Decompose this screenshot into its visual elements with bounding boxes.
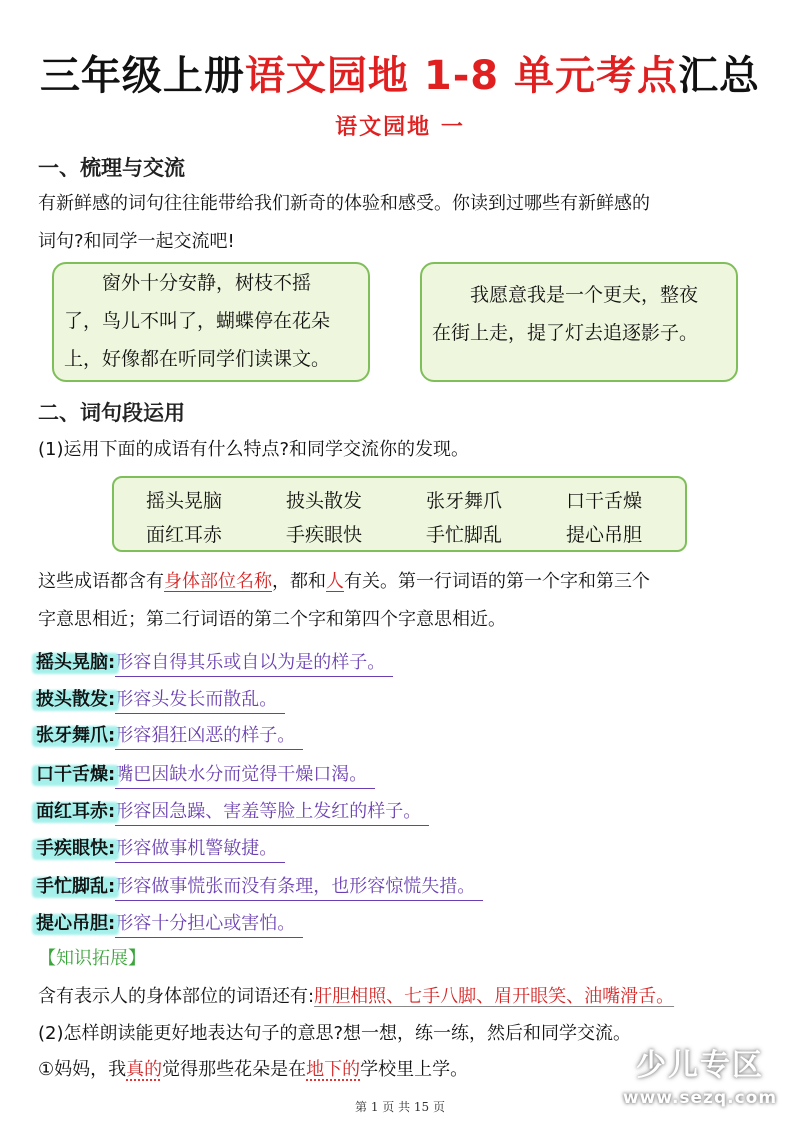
example-box-2: [420, 262, 738, 382]
example-box-1: [52, 262, 370, 382]
definition-text: 形容猖狂凶恶的样子。: [115, 725, 303, 750]
explain-highlight: 人: [326, 571, 344, 592]
definition-row: [36, 872, 483, 898]
definition-term: 提心吊胆:: [36, 913, 116, 934]
explain-text: 有关。第一行词语的第一个字和第三个: [344, 571, 650, 592]
explain-highlight: 身体部位名称: [164, 571, 272, 592]
box2-line1: 我愿意我是一个更夫，整夜: [470, 284, 699, 306]
definition-text: 形容十分担心或害怕。: [115, 913, 303, 938]
definition-text: 形容做事机警敏捷。: [115, 838, 285, 863]
knowledge-line: [38, 985, 674, 1009]
definition-row: [36, 721, 303, 747]
definition-row: [36, 834, 285, 860]
explanation-line1: [38, 570, 650, 594]
definition-term: 披头散发:: [36, 689, 116, 710]
definition-term: 手疾眼快:: [36, 838, 116, 859]
definition-text: 形容头发长而散乱。: [115, 689, 285, 714]
sentence-emphasis: 地下的: [306, 1059, 361, 1080]
definition-term: 张牙舞爪:: [36, 725, 116, 746]
section1-heading: 一、梳理与交流: [38, 152, 191, 182]
idiom-item: 张牙舞爪: [426, 490, 503, 512]
definition-text: 嘴巴因缺水分而觉得干燥口渴。: [115, 764, 375, 789]
definition-text: 形容做事慌张而没有条理，也形容惊慌失措。: [115, 876, 483, 901]
sentence-1: [38, 1058, 468, 1082]
section2-heading: 二、词句段运用: [38, 397, 191, 427]
definition-row: [36, 760, 375, 786]
explain-text: 这些成语都含有: [38, 571, 164, 592]
definition-row: [36, 685, 285, 711]
section1-line1: 有新鲜感的词句往往能带给我们新奇的体验和感受。你读到过哪些有新鲜感的: [38, 193, 650, 214]
idiom-item: 口干舌燥: [566, 490, 643, 512]
idiom-item: 手忙脚乱: [426, 524, 503, 546]
idiom-item: 面红耳赤: [146, 524, 223, 546]
sentence-emphasis: 真的: [126, 1059, 163, 1080]
box1-line1: 窗外十分安静，树枝不摇: [102, 272, 312, 294]
watermark-url: www.sezq.com: [622, 1088, 778, 1108]
idiom-item: 摇头晃脑: [146, 490, 223, 512]
page-subtitle: 语文园地 一: [335, 115, 465, 140]
definition-term: 面红耳赤:: [36, 801, 116, 822]
idiom-box: [112, 476, 687, 552]
idiom-item: 手疾眼快: [286, 524, 363, 546]
title-part2: 语文园地 1-8 单元考点: [244, 53, 679, 99]
box1-line3: 上，好像都在听同学们读课文。: [64, 348, 331, 370]
sentence-text: 觉得那些花朵是在: [162, 1059, 307, 1080]
sentence-text: ①妈妈，我: [38, 1059, 127, 1080]
title-part1: 三年级上册: [39, 53, 245, 99]
knowledge-prefix: 含有表示人的身体部位的词语还有:: [38, 986, 315, 1007]
definition-row: [36, 648, 393, 674]
title-part3: 汇总: [678, 53, 761, 99]
explanation-line2: 字意思相近；第二行词语的第二个字和第四个字意思相近。: [38, 609, 506, 630]
watermark-logo: 少儿专区: [636, 1048, 764, 1083]
knowledge-label: 【知识拓展】: [38, 948, 146, 969]
definition-term: 摇头晃脑:: [36, 652, 116, 673]
definition-text: 形容因急躁、害羞等脸上发红的样子。: [115, 801, 429, 826]
definition-term: 手忙脚乱:: [36, 876, 116, 897]
idiom-item: 提心吊胆: [566, 524, 643, 546]
question-2: (2)怎样朗读能更好地表达句子的意思?想一想，练一练，然后和同学交流。: [38, 1023, 632, 1044]
page-footer: 第 1 页 共 15 页: [355, 1100, 445, 1114]
knowledge-words: 肝胆相照、七手八脚、眉开眼笑、油嘴滑舌。: [314, 986, 675, 1007]
sentence-text: 学校里上学。: [360, 1059, 469, 1080]
box1-line2: 了，鸟儿不叫了，蝴蝶停在花朵: [64, 310, 331, 332]
page-title: [0, 44, 800, 101]
definition-row: [36, 797, 429, 823]
question-1: (1)运用下面的成语有什么特点?和同学交流你的发现。: [38, 439, 470, 460]
definition-row: [36, 909, 303, 935]
definition-term: 口干舌燥:: [36, 764, 116, 785]
idiom-item: 披头散发: [286, 490, 363, 512]
explain-text: ，都和: [272, 571, 326, 592]
definition-text: 形容自得其乐或自以为是的样子。: [115, 652, 393, 677]
box2-line2: 在街上走，提了灯去追逐影子。: [432, 322, 699, 344]
section1-line2: 词句?和同学一起交流吧!: [38, 231, 235, 252]
